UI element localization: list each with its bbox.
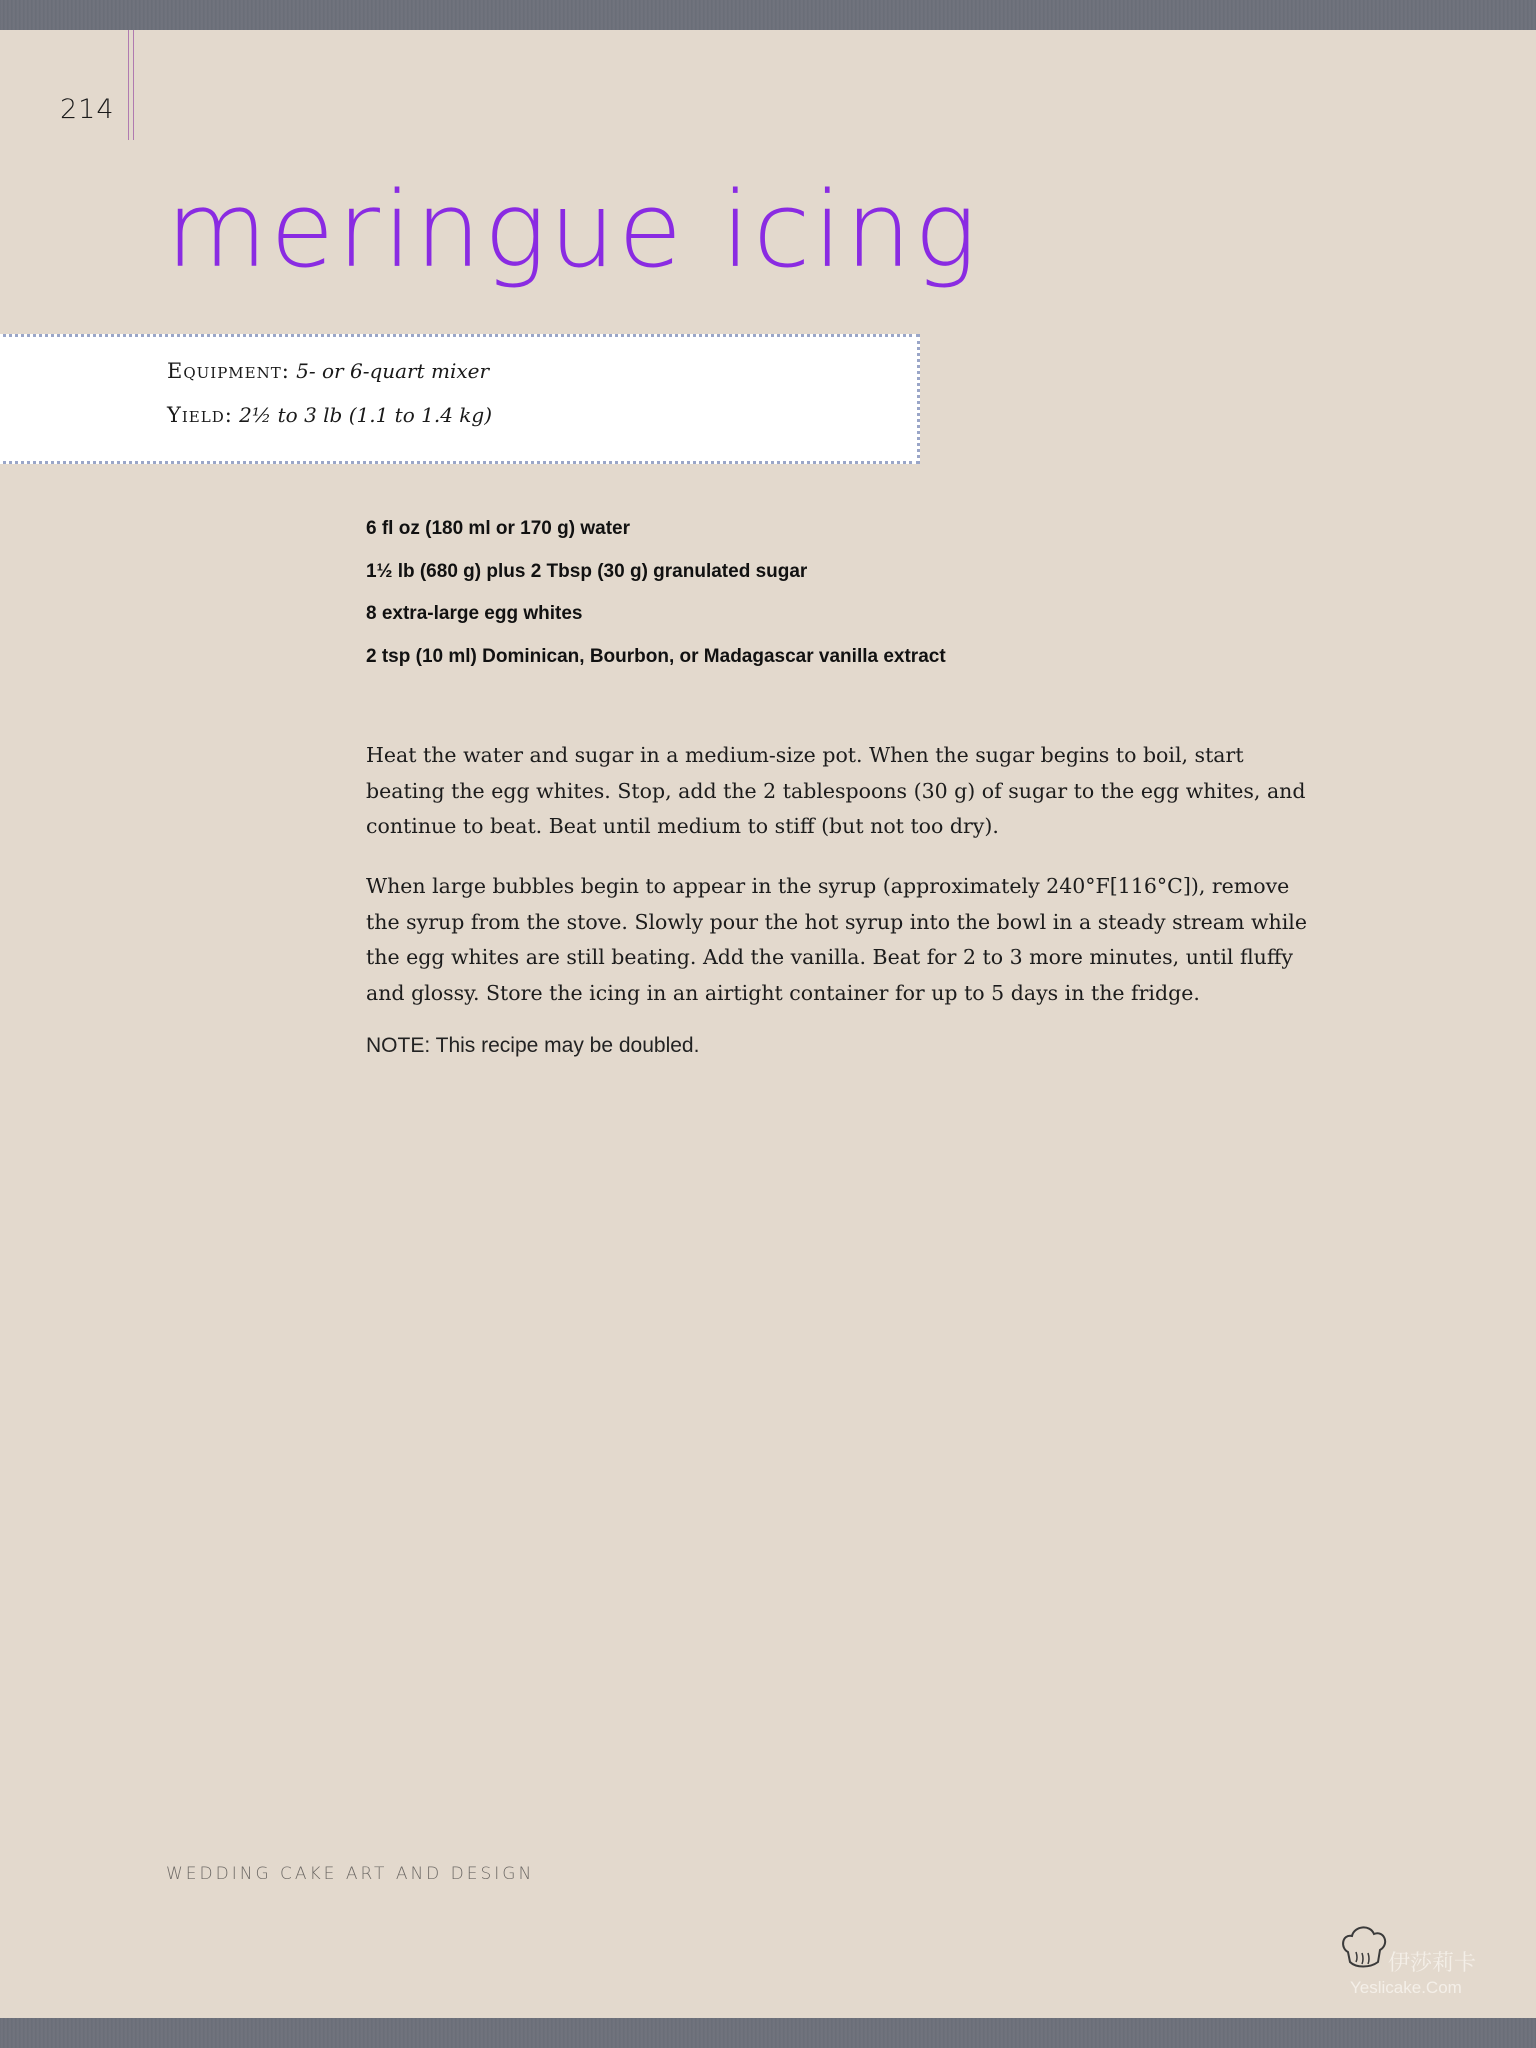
ingredient-item: 1½ lb (680 g) plus 2 Tbsp (30 g) granulated sugar	[366, 560, 808, 582]
recipe-title: meringue icing	[166, 169, 980, 291]
method-paragraph: Heat the water and sugar in a medium-size pot. When the sugar begins to boil, start beating the egg whites. Stop, add the 2 tablespoons (30 g) of sugar to the egg whites, and continue to beat. Beat until medium to stiff (but not too dry).	[366, 743, 1306, 838]
running-footer: WEDDING CAKE ART AND DESIGN	[166, 1864, 535, 1884]
watermark	[1338, 1922, 1498, 2002]
watermark-name: 伊莎莉卡	[1388, 1951, 1477, 1976]
equipment-value: 5- or 6-quart mixer	[296, 359, 490, 383]
bottom-frame-bar	[0, 2018, 1536, 2048]
ingredient-item: 6 fl oz (180 ml or 170 g) water	[366, 518, 630, 539]
page-number-rule	[128, 30, 134, 140]
page-number: 214	[60, 94, 115, 125]
yield-line	[167, 403, 492, 427]
top-frame-bar	[0, 0, 1536, 30]
method-paragraph: When large bubbles begin to appear in the syrup (approximately 240°F[116°C]), remove the syrup from the stove. Slowly pour the hot syrup into the bowl in a steady stream while the egg whites are still beating. Add the vanilla. Beat for 2 to 3 more minutes, until fluffy and glossy. Store the icing in an airtight container for up to 5 days in the fridge.	[366, 874, 1307, 1005]
recipe-note: NOTE: This recipe may be doubled.	[366, 1034, 700, 1057]
watermark-site: Yeslicake.Com	[1350, 1978, 1462, 1997]
ingredient-item: 8 extra-large egg whites	[366, 603, 583, 624]
yield-label: Yield:	[167, 403, 233, 427]
ingredient-list	[366, 518, 946, 688]
ingredient-item: 2 tsp (10 ml) Dominican, Bourbon, or Madagascar vanilla extract	[366, 645, 946, 667]
yield-value: 2½ to 3 lb (1.1 to 1.4 kg)	[239, 403, 493, 427]
recipe-info-box	[0, 334, 920, 464]
chef-hat-icon	[1338, 1922, 1390, 1974]
equipment-line	[167, 359, 489, 383]
equipment-label: Equipment:	[167, 359, 290, 383]
